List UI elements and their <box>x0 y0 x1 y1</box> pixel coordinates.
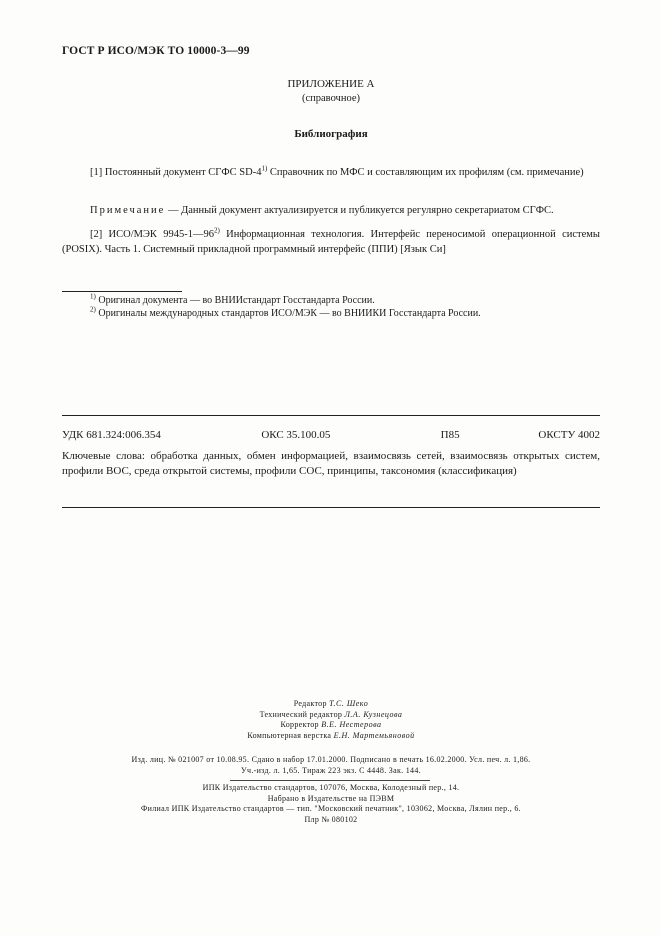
publisher-line-2: Набрано в Издательстве на ПЭВМ <box>267 793 395 803</box>
tech-editor-line <box>62 710 600 721</box>
oks-code: ОКС 35.100.05 <box>261 429 331 441</box>
publisher-info <box>62 783 600 825</box>
footnote-2 <box>62 307 600 320</box>
item-2-text: [2] ИСО/МЭК 9945-1—96 <box>90 229 214 240</box>
publisher-line-4: Плр № 080102 <box>304 814 358 824</box>
print-details-line-1: Изд. лиц. № 021007 от 10.08.95. Сдано в набор 17.01.2000. Подписано в печать 16.02.2000. Усл. печ. л. 1,86. <box>131 755 531 764</box>
imprint-divider <box>230 780 430 781</box>
editorial-credits <box>62 699 600 741</box>
editor-label: Редактор <box>293 699 327 708</box>
p-code: П85 <box>440 429 460 441</box>
footnote-1 <box>62 294 600 307</box>
document-header-code: ГОСТ Р ИСО/МЭК ТО 10000-3—99 <box>62 45 250 57</box>
item-2-description: Информационная технология. Интерфейс переносимой операционной системы (POSIX). Часть 1. Системный прикладной программный интерфейс (ППИ) [Язык Си] <box>62 229 600 255</box>
classification-row <box>62 429 600 441</box>
tech-editor-label: Технический редактор <box>259 709 343 719</box>
okstu-code: ОКСТУ 4002 <box>538 429 600 441</box>
print-details-line-2: Уч.-изд. л. 1,65. Тираж 223 экз. С 4448. Зак. 144. <box>241 765 421 775</box>
print-details <box>62 755 600 776</box>
item-1-description: Справочник по МФС и составляющим их профилям (см. примечание) <box>267 167 584 178</box>
corrector-name: В.Е. Нестерова <box>321 720 382 729</box>
footnote-divider <box>62 291 182 292</box>
note-label: Примечание <box>90 205 166 216</box>
publisher-line-1: ИПК Издательство стандартов, 107076, Москва, Колодезный пер., 14. <box>202 783 460 792</box>
item-2-footnote-mark: 2) <box>213 226 220 235</box>
footnote-2-mark: 2) <box>90 305 96 314</box>
footnote-1-text: Оригинал документа — во ВНИИстандарт Госстандарта России. <box>95 295 375 306</box>
classification-bottom-rule <box>62 507 600 508</box>
bibliography-note <box>62 203 600 218</box>
bibliography-item-1 <box>62 165 600 180</box>
corrector-label: Корректор <box>280 720 319 729</box>
appendix-title: ПРИЛОЖЕНИЕ А <box>287 78 375 90</box>
editor-name: Т.С. Шеко <box>329 699 369 708</box>
editor-line <box>62 699 600 710</box>
appendix-subtitle: (справочное) <box>302 93 360 104</box>
bibliography-item-2 <box>62 227 600 257</box>
classification-top-rule <box>62 415 600 416</box>
layout-label: Компьютерная верстка <box>247 730 332 740</box>
udk-code: УДК 681.324:006.354 <box>62 429 161 441</box>
note-text: — Данный документ актуализируется и публикуется регулярно секретариатом СГФС. <box>165 205 554 216</box>
bibliography-title: Библиография <box>294 128 368 140</box>
tech-editor-name: Л.А. Кузнецова <box>344 709 403 719</box>
publisher-line-3: Филиал ИПК Издательство стандартов — тип. "Московский печатник", 103062, Москва, Лялин пер., 6. <box>141 804 521 813</box>
corrector-line <box>62 720 600 731</box>
item-1-footnote-mark: 1) <box>261 164 268 173</box>
footnote-1-mark: 1) <box>90 292 96 301</box>
footnote-2-text: Оригиналы международных стандартов ИСО/МЭК — во ВНИИКИ Госстандарта России. <box>95 308 481 319</box>
item-1-text: [1] Постоянный документ СГФС SD-4 <box>90 167 262 178</box>
layout-name: Е.Н. Мартемьяновой <box>333 730 415 740</box>
keywords: Ключевые слова: обработка данных, обмен информацией, взаимосвязь сетей, взаимосвязь открытых систем, профили ВОС, среда открытой системы, профили СОС, принципы, таксономия (классификация) <box>62 450 600 477</box>
layout-line <box>62 731 600 742</box>
